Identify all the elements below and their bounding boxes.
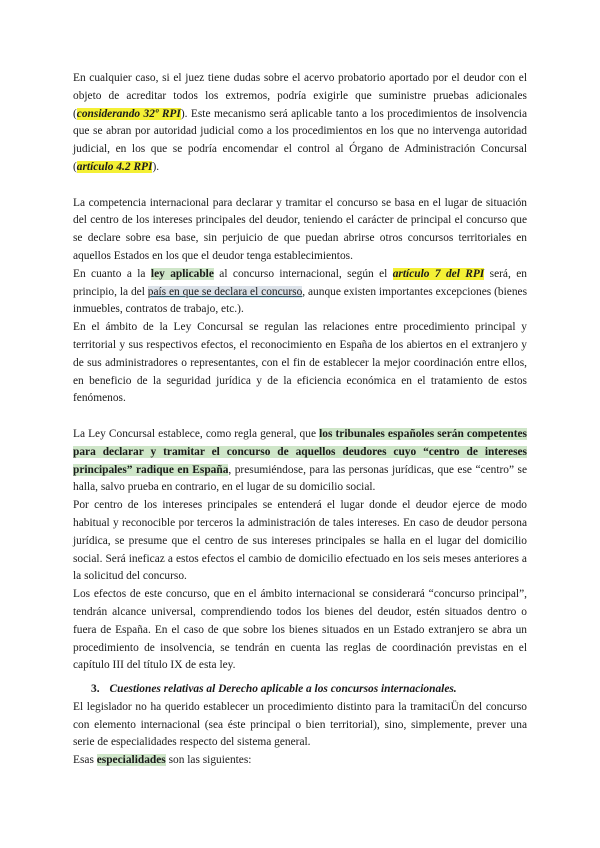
text-run: ). (152, 160, 160, 173)
text-run: al concurso internacional, según el (213, 267, 393, 280)
paragraph-legislador: El legislador no ha querido establecer un procedimiento distinto para la tramitaciÜn del concurso con elemento internacional (sea éste principal o bien territorial), sino, simplemente, prever una serie de especialidades respecto del sistema general. (73, 700, 527, 749)
highlight-pais-concurso: país en que se declara el concurso (147, 285, 303, 298)
text-run: La Ley Concursal establece, como regla general, que (73, 427, 320, 440)
paragraph-centro-intereses: Por centro de los intereses principales se entenderá el lugar donde el deudor ejerce de modo habitual y reconocible por terceros la administración de tales intereses. En caso de deudor persona jurídica, se presume que el centro de sus intereses principales se halla en el lugar del domicilio social. Será ineficaz a estos efectos el cambio de domicilio efectuado en los seis meses anteriores a la solicitud del concurso. (73, 499, 527, 583)
highlight-considerando: considerando 32º RPI (76, 107, 181, 120)
highlight-ley-aplicable: ley aplicable (150, 267, 214, 280)
paragraph-especialidades (73, 752, 527, 770)
highlight-articulo-7: artículo 7 del RPI (392, 267, 485, 280)
text-run: será, en principio, la del (73, 267, 527, 298)
paragraph-evidence (73, 70, 527, 177)
section-title: Cuestiones relativas al Derecho aplicable a los concursos internacionales. (109, 683, 457, 696)
text-run: , presumiéndose, para las personas jurídicas, que ese “centro” se halla, salvo prueba en contrario, en el lugar de su domicilio social. (73, 463, 527, 494)
text-run: , aunque existen importantes excepciones (bienes inmuebles, contratos de trabajo, etc.). (73, 285, 528, 316)
text-run: Esas (73, 754, 97, 767)
paragraph-applicable-law (73, 266, 527, 319)
paragraph-efectos: Los efectos de este concurso, que en el ámbito internacional se considerará “concurso principal”, tendrán alcance universal, comprendiendo todos los bienes del deudor, estén situados dentro o fuera de España. En el caso de que sobre los bienes situados en un Estado extranjero se abra un procedimiento de insolvencia, se tendrán en cuenta las reglas de coordinación previstas en el capítulo III del título IX de esta ley. (73, 588, 527, 672)
text-run: En cuanto a la (73, 267, 151, 280)
highlight-articulo-4-2: artículo 4.2 RPI (76, 160, 153, 173)
highlight-tribunales: los tribunales españoles serán competentes para declarar y tramitar el concurso de aquellos deudores cuyo “centro de intereses principales” radique en España (73, 427, 527, 476)
paragraph-general-rule (73, 426, 527, 497)
section-number: 3. (91, 683, 100, 696)
paragraph-ley-concursal: En el ámbito de la Ley Concursal se regulan las relaciones entre procedimiento principal y territorial y sus respectivos efectos, el reconocimiento en España de los abiertos en el extranjero y de sus administradores o representantes, con el fin de establecer la mejor coordinación entre ellos, en beneficio de la seguridad jurídica y de la eficiencia económica en el tratamiento de estos fenómenos. (73, 321, 527, 405)
text-run: son las siguientes: (165, 754, 252, 767)
paragraph-competence: La competencia internacional para declarar y tramitar el concurso se basa en el lugar de situación del centro de los intereses principales del deudor, teniendo el carácter de principal el concurso que se declare sobre esa base, sin perjuicio de que puedan abrirse otros concursos territoriales en aquellos Estados en los que el deudor tenga establecimientos. (73, 196, 527, 262)
text-run: En cualquier caso, si el juez tiene dudas sobre el acervo probatorio aportado por el deudor con el objeto de acreditar todos los extremos, podría exigirle que suministre pruebas adicionales ( (73, 72, 527, 120)
highlight-especialidades: especialidades (96, 754, 166, 767)
section-heading (73, 681, 527, 699)
text-run: ). Este mecanismo será aplicable tanto a los procedimientos de insolvencia que se abran por autoridad judicial como a los procedimientos en los que no intervenga autoridad judicial, en los que se podría encomendar el control al Órgano de Administración Concursal ( (73, 107, 527, 173)
